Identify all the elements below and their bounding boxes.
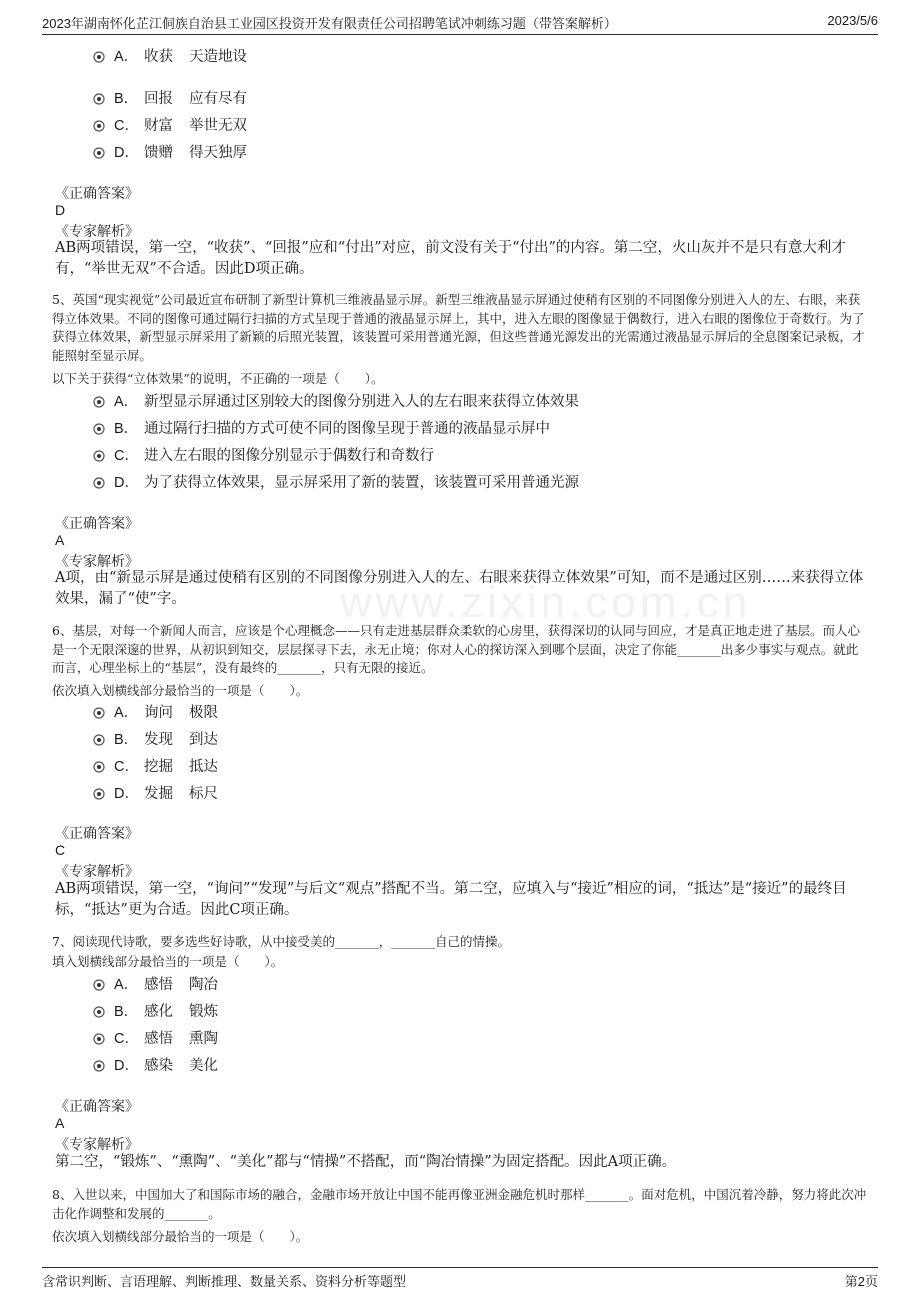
option-word-2: 陶冶 [189,976,218,993]
option-letter: B． [114,1003,139,1020]
q7-question: 填入划横线部分最恰当的一项是（ ）。 [52,954,284,969]
q6-answer-label: 《正确答案》 [55,826,139,842]
q7-answer-label: 《正确答案》 [55,1099,139,1115]
q5-option-b[interactable] [93,416,550,438]
option-word-2: 到达 [189,731,218,748]
radio-icon[interactable] [93,147,105,159]
option-letter: B． [114,731,139,748]
radio-icon[interactable] [93,979,105,991]
q5-option-d[interactable] [93,470,579,492]
q6-explanation-label: 《专家解析》 [55,864,139,880]
footer-rule [42,1267,878,1268]
q5-answer: A [55,532,65,548]
q6-option-a[interactable] [93,700,218,722]
q4-option-a[interactable] [93,44,247,66]
q7-option-d[interactable] [93,1053,218,1075]
q5-option-c[interactable] [93,443,434,465]
option-word-2: 应有尽有 [189,90,247,107]
option-word-2: 天造地设 [189,48,247,65]
q8-stem: 8、入世以来，中国加大了和国际市场的融合，金融市场开放让中国不能再像亚洲金融危机时那样_______。面对危机，中国沉着冷静，努力将此次冲击化作调整和发展的_______。 [52,1187,867,1221]
q8-question: 依次填入划横线部分最恰当的一项是（ ）。 [52,1229,309,1244]
q7-stem: 7、阅读现代诗歌，要多选些好诗歌，从中接受美的_______，_______自己的情操。 [52,934,510,949]
radio-icon[interactable] [93,1060,105,1072]
q6-stem: 6、基层，对每一个新闻人而言，应该是个心理概念——只有走进基层群众柔软的心房里，获得深切的认同与回应，才是真正地走进了基层。而人心是一个无限深邃的世界，从初识到知交，层层探寻下去，永无止境；你对人心的探访深入到哪个层面，决定了你能_______出多少事实与观点。就此而言，心理坐标上的“基层”，没有最终的_______，只有无限的接近。 [52,623,860,675]
q4-option-c[interactable] [93,113,247,135]
option-letter: B． [114,420,139,437]
option-word-2: 美化 [189,1057,218,1074]
q6-answer: C [55,842,66,858]
q6-option-d[interactable] [93,781,218,803]
footer-description: 含常识判断、言语理解、判断推理、数量关系、资料分析等题型 [42,1274,407,1289]
option-word-1: 发现 [144,731,173,748]
option-letter: D． [114,474,139,491]
q4-explanation-label: 《专家解析》 [55,224,139,240]
option-word-1: 收获 [144,48,173,65]
option-letter: D． [114,785,139,802]
option-letter: A． [114,48,139,65]
watermark: www.zixin.com.cn [340,578,752,627]
option-word-2: 抵达 [189,758,218,775]
q7-option-a[interactable] [93,972,218,994]
option-word-1: 发掘 [144,785,173,802]
document-date: 2023/5/6 [827,13,878,28]
q6-option-b[interactable] [93,727,218,749]
radio-icon[interactable] [93,423,105,435]
option-word-1: 询问 [144,704,173,721]
document-title: 2023年湖南怀化芷江侗族自治县工业园区投资开发有限责任公司招聘笔试冲刺练习题（带答案解析） [42,16,617,31]
option-letter: A． [114,393,139,410]
q7-option-c[interactable] [93,1026,218,1048]
q6-question: 依次填入划横线部分最恰当的一项是（ ）。 [52,683,309,698]
q5-explanation: A项，由“新显示屏是通过使稍有区别的不同图像分别进入人的左、右眼来获得立体效果”可知，而不是通过区别……来获得立体效果，漏了“使”字。 [55,570,864,607]
option-letter: D． [114,1057,139,1074]
option-word-2: 锻炼 [189,1003,218,1020]
option-word-1: 感化 [144,1003,173,1020]
option-word-1: 馈赠 [144,144,173,161]
option-text: 新型显示屏通过区别较大的图像分别进入人的左右眼来获得立体效果 [144,393,579,410]
q5-explanation-label: 《专家解析》 [55,554,139,570]
option-word-2: 极限 [189,704,218,721]
radio-icon[interactable] [93,788,105,800]
option-text: 通过隔行扫描的方式可使不同的图像呈现于普通的液晶显示屏中 [144,420,550,437]
option-word-1: 感悟 [144,976,173,993]
option-word-2: 举世无双 [189,117,247,134]
radio-icon[interactable] [93,120,105,132]
option-letter: C． [114,758,139,775]
radio-icon[interactable] [93,1033,105,1045]
q5-option-a[interactable] [93,389,579,411]
radio-icon[interactable] [93,761,105,773]
option-word-1: 感悟 [144,1030,173,1047]
radio-icon[interactable] [93,93,105,105]
option-letter: C． [114,1030,139,1047]
option-word-1: 财富 [144,117,173,134]
option-word-2: 标尺 [189,785,218,802]
q7-explanation: 第二空，“锻炼”、“熏陶”、“美化”都与“情操”不搭配，而“陶冶情操”为固定搭配。因此A项正确。 [55,1154,677,1170]
option-letter: C． [114,447,139,464]
q7-explanation-label: 《专家解析》 [55,1137,139,1153]
q5-question: 以下关于获得“立体效果”的说明，不正确的一项是（ ）。 [52,371,384,386]
q7-answer: A [55,1115,65,1131]
q4-explanation: AB两项错误，第一空，“收获”、“回报”应和“付出”对应，前文没有关于“付出”的内容。第二空，火山灰并不是只有意大利才有，“举世无双”不合适。因此D项正确。 [55,240,846,277]
q7-option-b[interactable] [93,999,218,1021]
option-letter: A． [114,704,139,721]
header-rule [42,34,878,35]
radio-icon[interactable] [93,707,105,719]
page-number: 第2页 [844,1274,878,1289]
radio-icon[interactable] [93,1006,105,1018]
option-letter: A． [114,976,139,993]
radio-icon[interactable] [93,734,105,746]
option-letter: B． [114,90,139,107]
q5-stem: 5、英国“现实视觉”公司最近宣布研制了新型计算机三维液晶显示屏。新型三维液晶显示屏通过使稍有区别的不同图像分别进入人的左、右眼，来获得立体效果。不同的图像可通过隔行扫描的方式呈现于普通的液晶显示屏上，其中，进入左眼的图像显于偶数行，进入右眼的图像位于奇数行。为了获得立体效果，新型显示屏采用了新颖的后照光装置，该装置可采用普通光源，但这些普通光源发出的光需通过液晶显示屏后的全息图案记录板，才能照射至显示屏。 [52,292,865,363]
option-letter: D． [114,144,139,161]
q4-option-d[interactable] [93,140,247,162]
option-word-1: 挖掘 [144,758,173,775]
radio-icon[interactable] [93,450,105,462]
option-letter: C． [114,117,139,134]
option-word-2: 熏陶 [189,1030,218,1047]
radio-icon[interactable] [93,477,105,489]
q4-answer-label: 《正确答案》 [55,186,139,202]
q5-answer-label: 《正确答案》 [55,516,139,532]
q6-explanation: AB两项错误，第一空，“询问”“发现”与后文“观点”搭配不当。第二空，应填入与“接近”相应的词，“抵达”是“接近”的最终目标，“抵达”更为合适。因此C项正确。 [55,881,847,918]
radio-icon[interactable] [93,396,105,408]
option-word-2: 得天独厚 [189,144,247,161]
radio-icon[interactable] [93,51,105,63]
q4-answer: D [55,202,66,218]
option-text: 为了获得立体效果，显示屏采用了新的装置，该装置可采用普通光源 [144,474,579,491]
option-text: 进入左右眼的图像分别显示于偶数行和奇数行 [144,447,434,464]
q4-option-b[interactable] [93,86,247,108]
option-word-1: 回报 [144,90,173,107]
q6-option-c[interactable] [93,754,218,776]
option-word-1: 感染 [144,1057,173,1074]
